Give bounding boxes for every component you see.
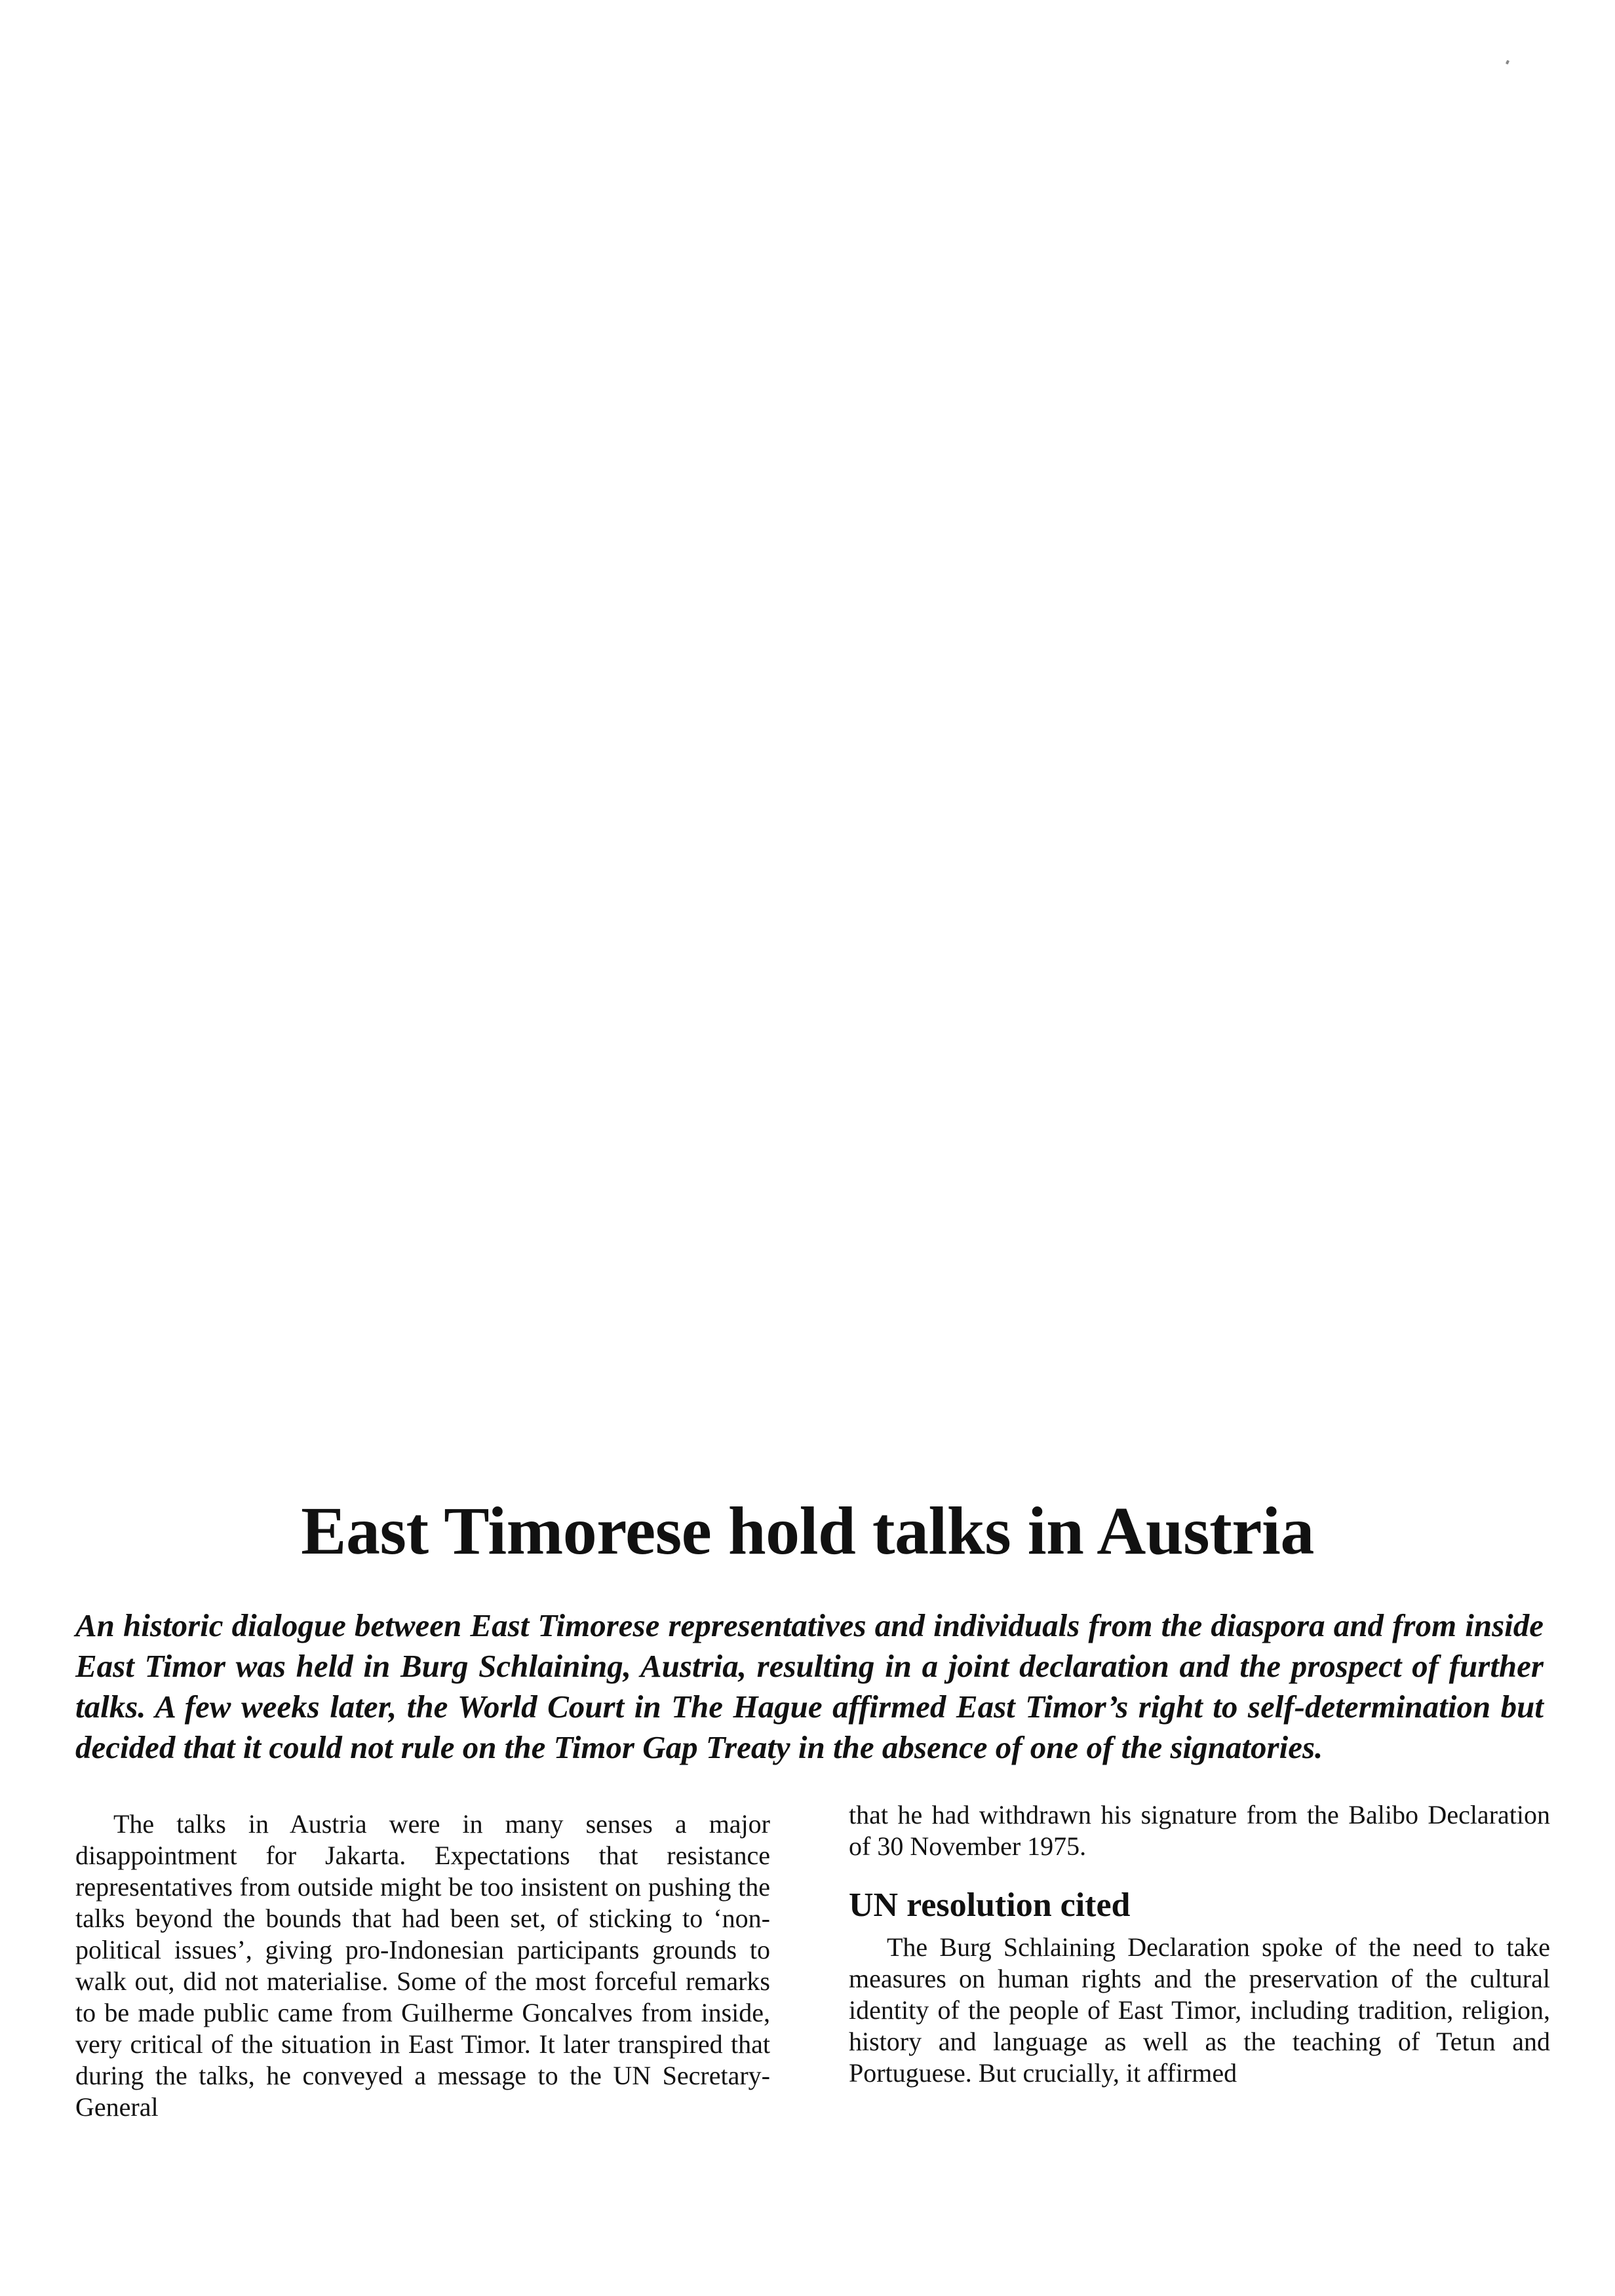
body-paragraph-continued: that he had withdrawn his signature from the Balibo Declaration of 30 November 1975. — [849, 1800, 1550, 1861]
section-subheading: UN resolution cited — [849, 1886, 1131, 1924]
right-column — [849, 1799, 1550, 2089]
scan-speck — [1506, 60, 1509, 64]
body-paragraph: The talks in Austria were in many senses a major disappointment for Jakarta. Expectations that resistance representatives from outside might be too insistent on pushing the talks beyond the bounds that had been set, of sticking to ‘non-political issues’, giving pro-Indonesian participants grounds to walk out, did not materialise. Some of the most forceful remarks to be made public came from Guilherme Goncalves from inside, very critical of the situation in East Timor. It later transpired that during the talks, he conveyed a message to the UN Secretary-General — [75, 1809, 770, 2122]
article-standfirst: An historic dialogue between East Timorese representatives and individuals from the diaspora and from inside East Timor was held in Burg Schlaining, Austria, resulting in a joint declaration and the prospect of further talks. A few weeks later, the World Court in The Hague affirmed East Timor’s right to self-determination but decided that it could not rule on the Timor Gap Treaty in the absence of one of the signatories. — [75, 1607, 1544, 1765]
left-column — [75, 1808, 770, 2123]
body-paragraph: The Burg Schlaining Declaration spoke of the need to take measures on human rights and the preservation of the cultural identity of the people of East Timor, including tradition, religion, history and language as well as the teaching of Tetun and Portuguese. But crucially, it affirmed — [849, 1932, 1550, 2088]
article-headline: East Timorese hold talks in Austria — [301, 1493, 1314, 1569]
